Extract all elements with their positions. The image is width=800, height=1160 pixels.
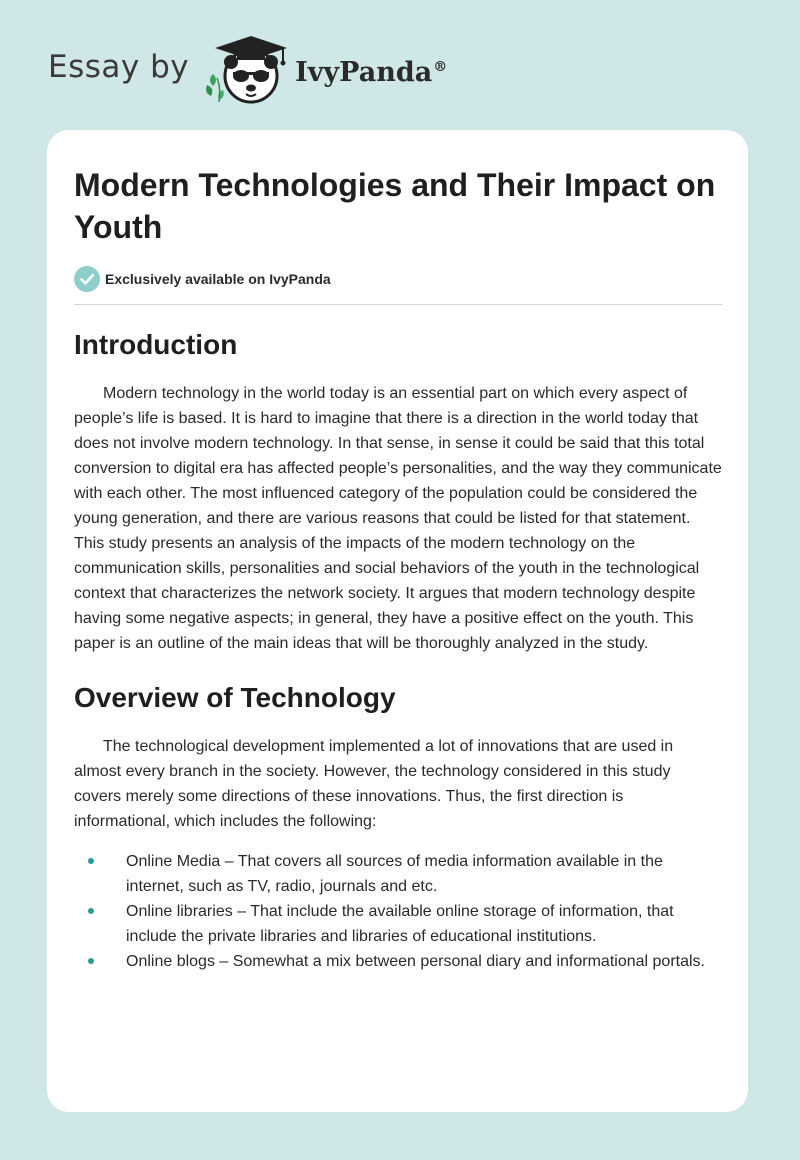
list-item bbox=[74, 949, 722, 974]
page-title: Modern Technologies and Their Impact on Youth bbox=[74, 167, 716, 245]
brand-header bbox=[48, 30, 447, 110]
list-item-text: Online libraries – That include the available online storage of information, that include the private libraries and libraries of educational institutions. bbox=[126, 903, 674, 945]
list-item bbox=[74, 899, 722, 949]
list-item bbox=[74, 849, 722, 899]
paragraph: The technological development implemented a lot of innovations that are used in almost every branch in the society. However, the technology considered in this study covers merely some directions of these innovations. Thus, the first direction is informational, which includes the following: bbox=[74, 738, 674, 830]
brand-name: IvyPanda® bbox=[295, 56, 448, 88]
divider bbox=[74, 304, 722, 305]
bullet-icon bbox=[88, 958, 94, 964]
essay-card bbox=[47, 130, 748, 1112]
section-introduction bbox=[74, 327, 722, 656]
list-item-text: Online Media – That covers all sources of media information available in the internet, such as TV, radio, journals and etc. bbox=[126, 853, 663, 895]
list-item-text: Online blogs – Somewhat a mix between personal diary and informational portals. bbox=[126, 953, 705, 970]
paragraph: Modern technology in the world today is an essential part on which every aspect of people’s life is based. It is hard to imagine that there is a direction in the world today that does not involve modern technology. In that sense, in sense it could be said that this total conversion to digital era has affected people’s personalities, and the way they communicate with each other. The most influenced category of the population could be considered the young generation, and there are various reasons that could be listed for that statement. This study presents an analysis of the impacts of the modern technology on the communication skills, personalities and social behaviors of the youth in the technological context that characterizes the network society. It argues that modern technology despite having some negative aspects; in general, they have a positive effect on the youth. This paper is an outline of the main ideas that will be thoroughly analyzed in the study. bbox=[74, 385, 722, 652]
panda-graduate-icon bbox=[203, 30, 291, 110]
bullet-list bbox=[74, 849, 722, 974]
brand-prefix: Essay by bbox=[48, 49, 190, 85]
check-circle-icon bbox=[74, 266, 100, 292]
section-overview-of-technology bbox=[74, 680, 722, 974]
exclusive-badge bbox=[74, 266, 722, 292]
bullet-icon bbox=[88, 908, 94, 914]
section-heading: Overview of Technology bbox=[74, 682, 396, 713]
bullet-icon bbox=[88, 858, 94, 864]
section-heading: Introduction bbox=[74, 329, 238, 360]
badge-text: Exclusively available on IvyPanda bbox=[105, 271, 331, 287]
trademark-symbol: ® bbox=[433, 58, 448, 75]
